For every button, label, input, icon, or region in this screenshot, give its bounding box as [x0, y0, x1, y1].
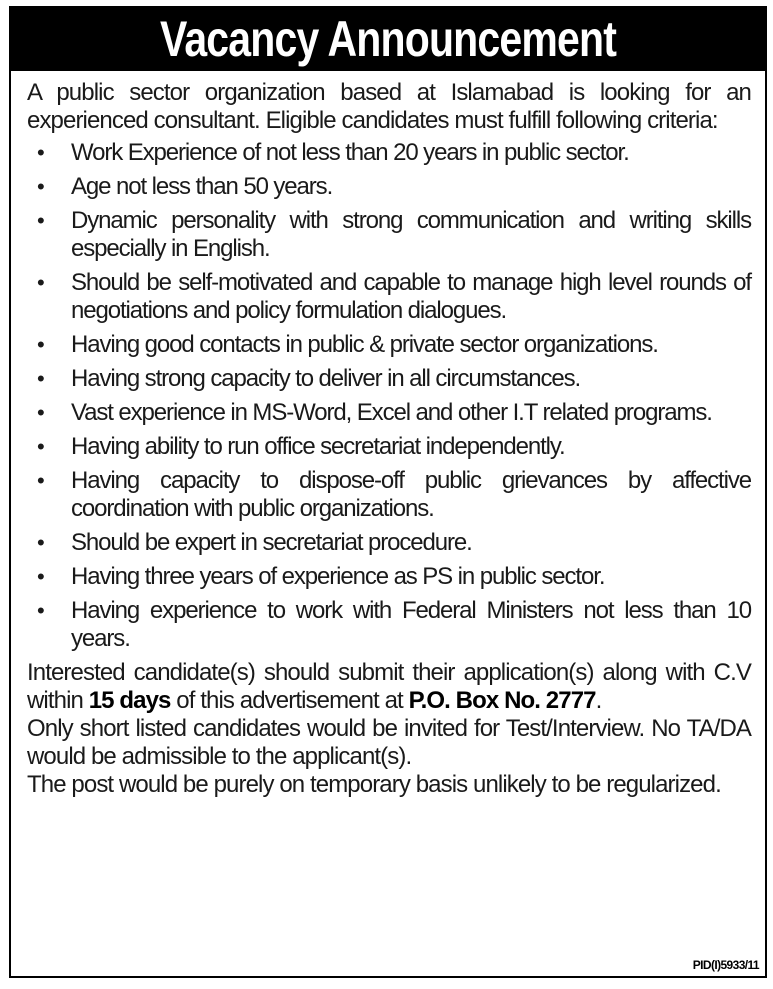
bullet-icon: •: [37, 564, 44, 589]
bullet-icon: •: [37, 468, 44, 493]
shortlist-note: Only short listed candidates would be invited for Test/Interview. No TA/DA would be admissible to the applicant(s).: [27, 715, 751, 770]
bullet-icon: •: [37, 400, 44, 425]
criteria-item: • Having strong capacity to deliver in all circumstances.: [37, 365, 581, 392]
bullet-icon: •: [37, 434, 44, 459]
criteria-item: • Should be expert in secretariat procedure.: [37, 529, 472, 556]
criteria-item: • Dynamic personality with strong communication and writing skills especially in English.: [37, 207, 751, 262]
criteria-item: • Age not less than 50 years.: [37, 173, 333, 200]
application-instructions: Interested candidate(s) should submit their application(s) along with C.V within 15 days of this advertisement at P.O. Box No. 2777.: [27, 659, 751, 714]
temporary-basis-note: The post would be purely on temporary basis unlikely to be regularized.: [27, 771, 721, 798]
bullet-icon: •: [37, 140, 44, 165]
bullet-icon: •: [37, 174, 44, 199]
header-band: [11, 8, 765, 71]
bullet-icon: •: [37, 332, 44, 357]
criteria-item: • Having ability to run office secretariat independently.: [37, 433, 565, 460]
pid-number: PID(I)5933/11: [692, 958, 759, 972]
po-box-address: P.O. Box No. 2777: [408, 687, 596, 714]
criteria-item: • Having three years of experience as PS in public sector.: [37, 563, 605, 590]
criteria-item: • Having good contacts in public & private sector organizations.: [37, 331, 658, 358]
bullet-icon: •: [37, 208, 44, 233]
criteria-item: • Work Experience of not less than 20 years in public sector.: [37, 139, 629, 166]
criteria-item: • Vast experience in MS-Word, Excel and other I.T related programs.: [37, 399, 712, 426]
criteria-item: • Having capacity to dispose-off public grievances by affective coordination with public organizations.: [37, 467, 751, 522]
bullet-icon: •: [37, 366, 44, 391]
criteria-list: [27, 139, 751, 653]
criteria-item: • Should be self-motivated and capable to manage high level rounds of negotiations and policy formulation dialogues.: [37, 269, 751, 324]
deadline: 15 days: [88, 687, 171, 714]
bullet-icon: •: [37, 598, 44, 623]
bullet-icon: •: [37, 530, 44, 555]
bullet-icon: •: [37, 270, 44, 295]
vacancy-advertisement: [9, 6, 767, 978]
intro-paragraph: A public sector organization based at Islamabad is looking for an experienced consultant. Eligible candidates must fulfill following criteria:: [27, 79, 751, 134]
advertisement-body: [11, 71, 765, 799]
page-title: Vacancy Announcement: [159, 10, 616, 67]
criteria-item: • Having experience to work with Federal Ministers not less than 10 years.: [37, 597, 751, 652]
